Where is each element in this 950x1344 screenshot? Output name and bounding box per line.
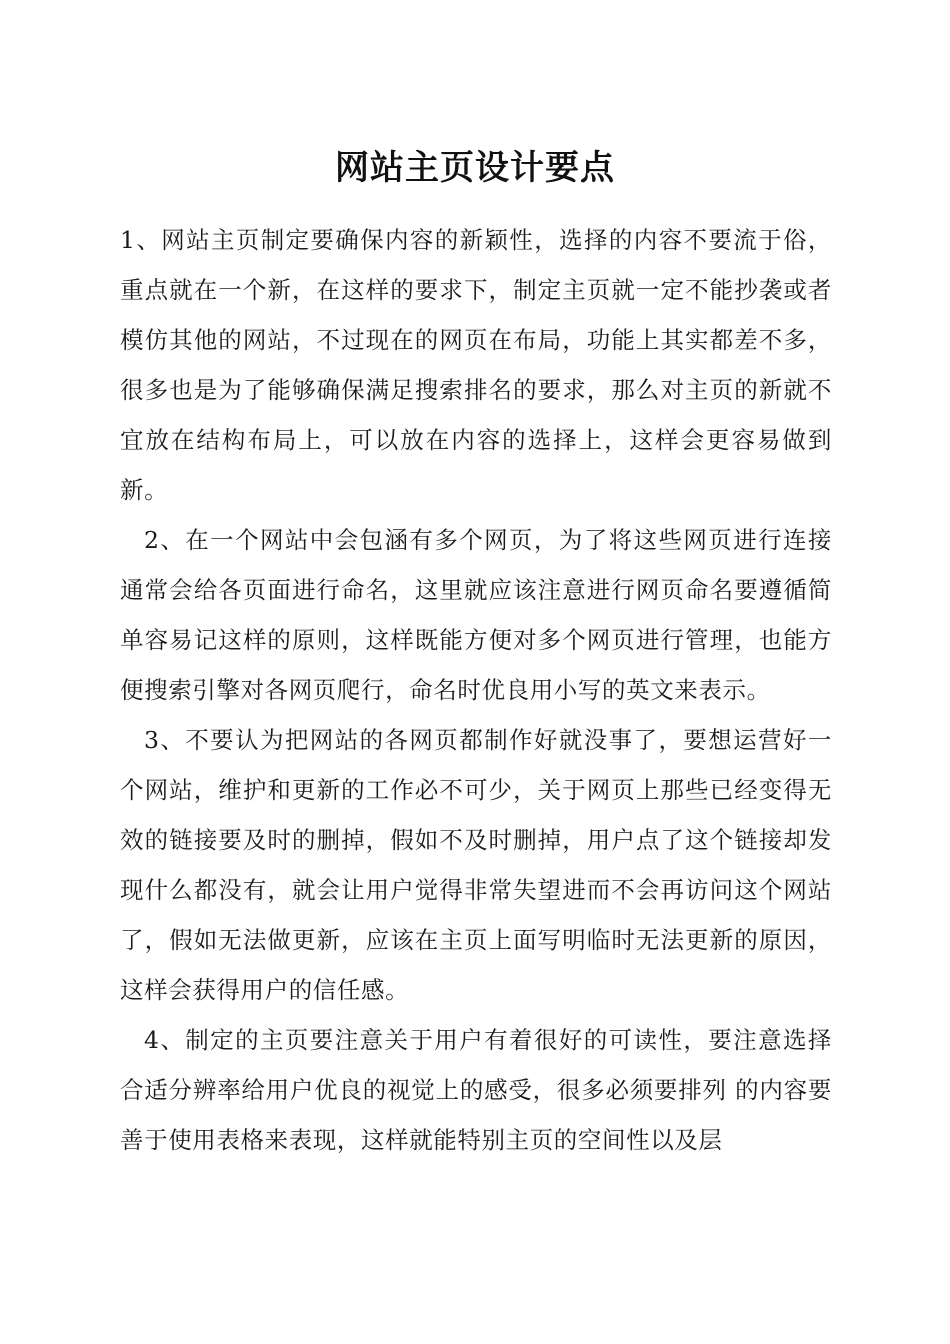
page-title: 网站主页设计要点 [335,148,615,188]
paragraph-2: 2、在一个网站中会包涵有多个网页，为了将这些网页进行连接通常会给各页面进行命名，这里就应该注意进行网页命名要遵循简单容易记这样的原则，这样既能方便对多个网页进行管理，也能方便搜索引擎对各网页爬行，命名时优良用小写的英文来表示。 [120,526,832,704]
paragraph-4: 4、制定的主页要注意关于用户有着很好的可读性，要注意选择合适分辨率给用户优良的视觉上的感受，很多必须要排列 的内容要善于使用表格来表现，这样就能特别主页的空间性以及层 [120,1026,832,1154]
document-body [120,215,832,1165]
paragraph-1: 1、网站主页制定要确保内容的新颖性，选择的内容不要流于俗，重点就在一个新，在这样的要求下，制定主页就一定不能抄袭或者模仿其他的网站，不过现在的网页在布局，功能上其实都差不多，很多也是为了能够确保满足搜索排名的要求，那么对主页的新就不宜放在结构布局上，可以放在内容的选择上，这样会更容易做到新。 [120,226,832,504]
paragraph-3: 3、不要认为把网站的各网页都制作好就没事了，要想运营好一个网站，维护和更新的工作必不可少，关于网页上那些已经变得无效的链接要及时的删掉，假如不及时删掉，用户点了这个链接却发现什么都没有，就会让用户觉得非常失望进而不会再访问这个网站了，假如无法做更新，应该在主页上面写明临时无法更新的原因，这样会获得用户的信任感。 [120,726,832,1004]
